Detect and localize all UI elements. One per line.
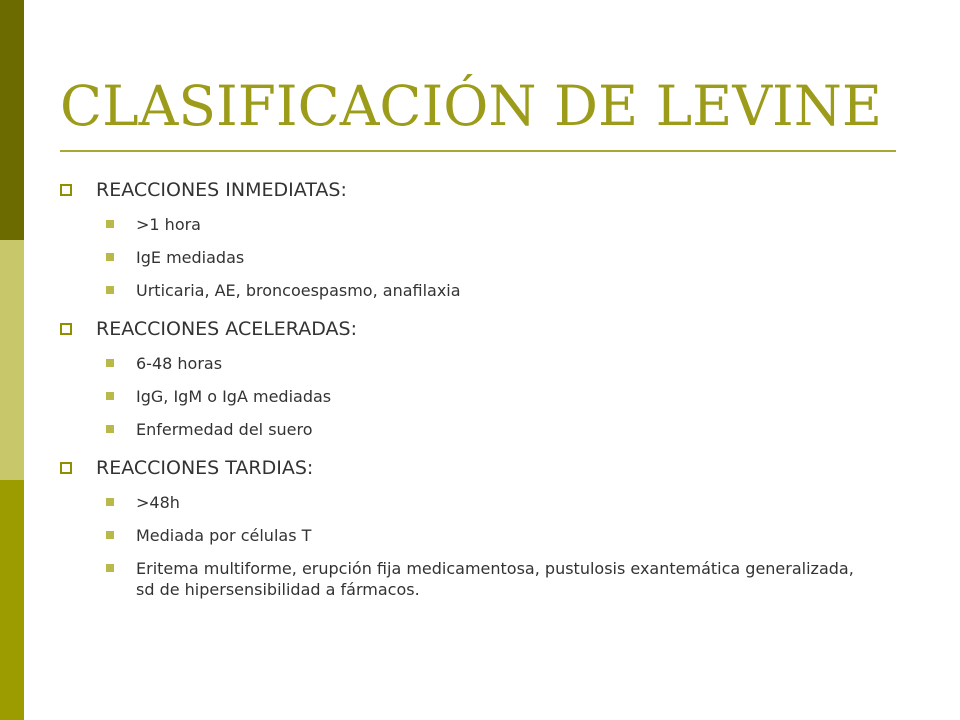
section-label: REACCIONES ACELERADAS:	[96, 318, 357, 340]
square-bullet-icon	[106, 253, 114, 261]
square-bullet-icon	[106, 392, 114, 400]
list-item-label: IgG, IgM o IgA mediadas	[136, 387, 332, 406]
list-item	[60, 208, 920, 241]
list-item-label: Eritema multiforme, erupción fija medicamentosa, pustulosis exantemática generalizada, sd de hipersensibilidad a fármacos.	[136, 559, 854, 599]
sidebar-segment-dark	[0, 0, 24, 240]
square-bullet-icon	[106, 564, 114, 572]
sub-list	[60, 486, 920, 606]
list-item	[60, 241, 920, 274]
section-label: REACCIONES INMEDIATAS:	[96, 179, 347, 201]
sidebar-segment-mid	[0, 480, 24, 720]
square-bullet-icon	[106, 498, 114, 506]
list-item	[60, 519, 920, 552]
section-heading	[60, 172, 920, 208]
list-item	[60, 486, 920, 519]
square-bullet-icon	[106, 359, 114, 367]
section-heading	[60, 450, 920, 486]
list-item-label: Mediada por células T	[136, 526, 312, 545]
list-item	[60, 347, 920, 380]
sidebar-segment-light	[0, 240, 24, 480]
list-item	[60, 552, 920, 606]
sub-list	[60, 208, 920, 307]
list-item-label: >48h	[136, 493, 180, 512]
square-bullet-icon	[60, 323, 72, 335]
square-bullet-icon	[106, 531, 114, 539]
square-bullet-icon	[106, 425, 114, 433]
section-label: REACCIONES TARDIAS:	[96, 457, 314, 479]
section-inmediatas	[60, 172, 920, 307]
square-bullet-icon	[106, 220, 114, 228]
section-heading	[60, 311, 920, 347]
section-aceleradas	[60, 311, 920, 446]
list-item-label: Enfermedad del suero	[136, 420, 313, 439]
square-bullet-icon	[60, 462, 72, 474]
title-divider	[60, 150, 896, 152]
list-item-label: 6-48 horas	[136, 354, 223, 373]
list-item	[60, 380, 920, 413]
list-item-label: IgE mediadas	[136, 248, 245, 267]
sub-list	[60, 347, 920, 446]
decorative-sidebar	[0, 0, 24, 720]
square-bullet-icon	[60, 184, 72, 196]
list-item-label: >1 hora	[136, 215, 201, 234]
list-item	[60, 274, 920, 307]
section-tardias	[60, 450, 920, 606]
square-bullet-icon	[106, 286, 114, 294]
list-item-label: Urticaria, AE, broncoespasmo, anafilaxia	[136, 281, 461, 300]
slide-title: CLASIFICACIÓN DE LEVINE	[60, 74, 883, 138]
slide-body	[60, 172, 920, 610]
list-item	[60, 413, 920, 446]
